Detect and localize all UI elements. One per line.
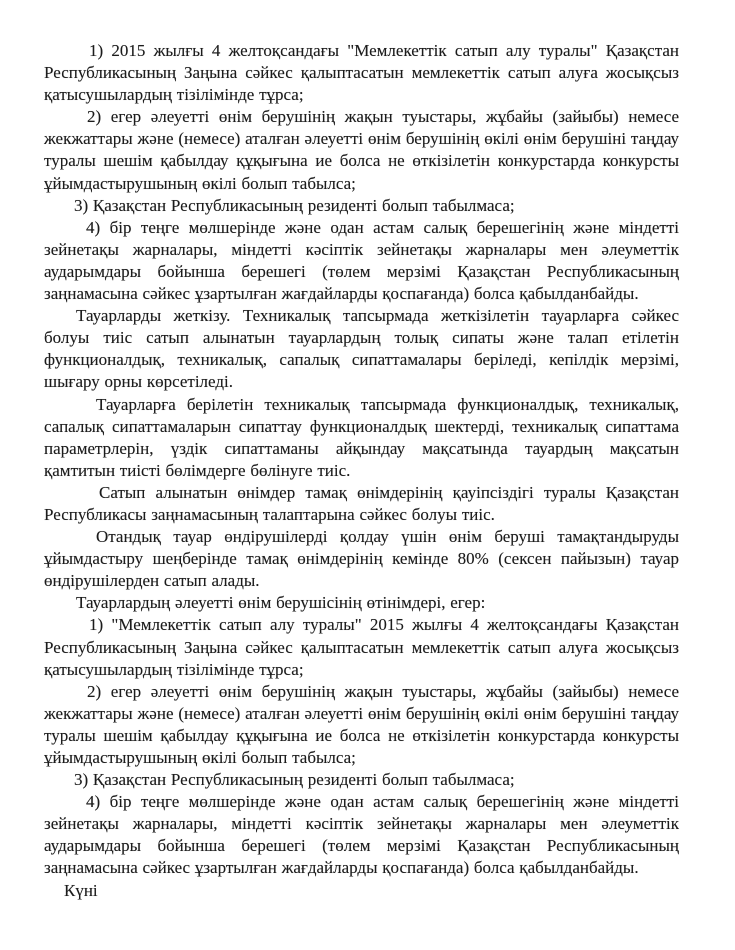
- paragraph-13: 4) бір теңге мөлшерінде және одан астам салық берешегінің және міндетті зейнетақы жарналары, міндетті кәсіптік зейнетақы жарналары мен әлеуметтік аударымдары бойынша берешегі (төлем мерзімі Қазақстан Республикасының заңнамасына сәйкес ұзартылған жағдайларды қоспағанда) болса қабылданбайды.: [44, 792, 679, 878]
- paragraph-6: Тауарларға берілетін техникалық тапсырмада функционалдық, техникалық, сапалық сипаттамаларын сипаттау функционалдық шектерді, техникалық сипаттама параметрлерін, үздік сипаттаманы айқындау мақсатында тауардың мақсатын қамтитын тиісті бөлімдерге бөлінуге тиіс.: [44, 394, 679, 480]
- paragraph-10: 1) "Мемлекеттік сатып алу туралы" 2015 жылғы 4 желтоқсандағы Қазақстан Республикасының Заңына сәйкес қалыптасатын мемлекеттік сатып алуға жосықсыз қатысушылардың тізілімінде тұрса;: [44, 615, 679, 679]
- paragraph-5: Тауарларды жеткізу. Техникалық тапсырмада жеткізілетін тауарларға сәйкес болуы тиіс сатып алынатын тауарлардың толық сипаты және талап етілетін функционалдық, техникалық, сапалық сипаттамалары беріледі, кепілдік мерзімі, шығару орны көрсетіледі.: [44, 306, 679, 392]
- paragraph-7: Сатып алынатын өнімдер тамақ өнімдерінің қауіпсіздігі туралы Қазақстан Республикасы заңнамасының талаптарына сәйкес болуы тиіс.: [44, 482, 679, 524]
- paragraph-2: 2) егер әлеуетті өнім берушінің жақын туыстары, жұбайы (зайыбы) немесе жекжаттары және (немесе) аталған әлеуетті өнім берушінің өкілі өнім берушіні таңдау туралы шешім қабылдау құқығына ие болса не өткізілетін конкурстарда конкурсты ұйымдастырушының өкілі болып табылса;: [44, 107, 679, 193]
- paragraph-8: Отандық тауар өндірушілерді қолдау үшін өнім беруші тамақтандыруды ұйымдастыру шеңберінде тамақ өнімдерінің кемінде 80% (сексен пайызын) тауар өндірушілерден сатып алады.: [44, 527, 679, 591]
- paragraph-11: 2) егер әлеуетті өнім берушінің жақын туыстары, жұбайы (зайыбы) немесе жекжаттары және (немесе) аталған әлеуетті өнім берушінің өкілі өнім берушіні таңдау туралы шешім қабылдау құқығына ие болса не өткізілетін конкурстарда конкурсты ұйымдастырушының өкілі болып табылса;: [44, 681, 679, 767]
- paragraph-14: Күні: [64, 880, 98, 900]
- paragraph-1: 1) 2015 жылғы 4 желтоқсандағы "Мемлекеттік сатып алу туралы" Қазақстан Республикасының Заңына сәйкес қалыптасатын мемлекеттік сатып алуға жосықсыз қатысушылардың тізілімінде тұрса;: [44, 41, 679, 105]
- paragraph-12: 3) Қазақстан Республикасының резиденті болып табылмаса;: [74, 770, 515, 790]
- paragraph-4: 4) бір теңге мөлшерінде және одан астам салық берешегінің және міндетті зейнетақы жарналары, міндетті кәсіптік зейнетақы жарналары мен әлеуметтік аударымдары бойынша берешегі (төлем мерзімі Қазақстан Республикасының заңнамасына сәйкес ұзартылған жағдайларды қоспағанда) болса қабылданбайды.: [44, 217, 679, 304]
- document-body: [44, 40, 679, 902]
- paragraph-3: 3) Қазақстан Республикасының резиденті болып табылмаса;: [74, 195, 515, 215]
- paragraph-9: Тауарлардың әлеуетті өнім берушісінің өтінімдері, егер:: [76, 593, 486, 613]
